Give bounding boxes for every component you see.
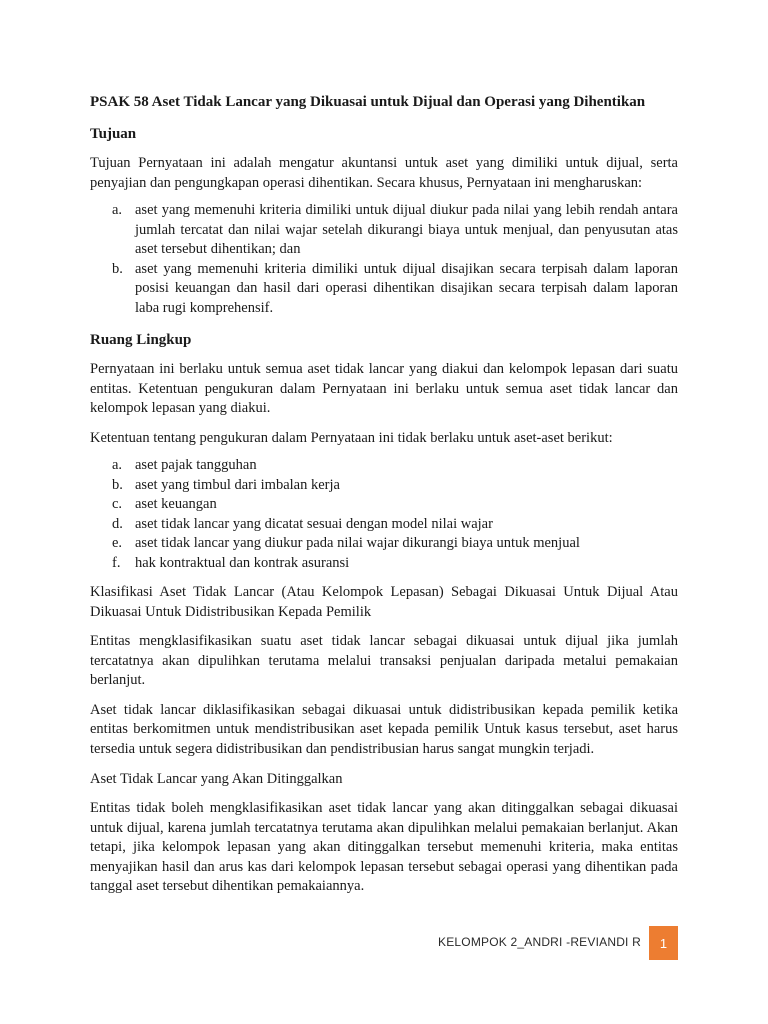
list-item-text: aset yang memenuhi kriteria dimiliki untuk dijual diukur pada nilai yang lebih rendah antara jumlah tercatat dan nilai wajar setelah dikurangi biaya untuk menjual, dan penyusutan atas aset tersebut dihentikan; dan [135, 202, 678, 257]
list-item [90, 476, 678, 496]
list-marker: a. [112, 457, 123, 473]
heading-klasifikasi: Klasifikasi Aset Tidak Lancar (Atau Kelompok Lepasan) Sebagai Dikuasai Untuk Dijual Atau Dikuasai Untuk Didistribusikan Kepada Pemilik [90, 584, 678, 620]
tujuan-list [90, 201, 678, 318]
list-marker: d. [112, 515, 123, 532]
tujuan-intro: Tujuan Pernyataan ini adalah mengatur akuntansi untuk aset yang dimiliki untuk dijual, serta penyajian dan pengungkapan operasi dihentikan. Secara khusus, Pernyataan ini mengharuskan: [90, 155, 678, 191]
ditinggalkan-para: Entitas tidak boleh mengklasifikasikan aset tidak lancar yang akan ditinggalkan sebagai dikuasai untuk dijual, karena jumlah tercatatnya terutama akan dipulihkan melalui pemakaian berlanjut. Akan tetapi, jika kelompok lepasan yang akan ditinggalkan tersebut memenuhi kriteria, maka entitas menyajikan hasil dan arus kas dari kelompok lepasan tersebut sebagai operasi yang dihentikan pada tanggal aset tersebut dihentikan pemakaiannya. [90, 800, 678, 894]
list-item-text: aset tidak lancar yang diukur pada nilai wajar dikurangi biaya untuk menjual [135, 535, 580, 551]
list-marker: a. [112, 202, 123, 218]
list-marker: b. [112, 476, 123, 493]
heading-ruang-lingkup: Ruang Lingkup [90, 332, 192, 348]
list-marker: c. [112, 496, 123, 512]
heading-ditinggalkan: Aset Tidak Lancar yang Akan Ditinggalkan [90, 771, 343, 787]
klasifikasi-para-2: Aset tidak lancar diklasifikasikan sebagai dikuasai untuk didistribusikan kepada pemilik ketika entitas berkomitmen untuk mendistribusikan aset kepada pemilik Untuk kasus tersebut, aset harus tersedia untuk segera didistribusikan dan pendistribusian harus sangat mungkin terjadi. [90, 701, 678, 757]
list-item-text: aset tidak lancar yang dicatat sesuai dengan model nilai wajar [135, 515, 493, 532]
footer-label: KELOMPOK 2_ANDRI -REVIANDI R [438, 935, 641, 949]
page-number-badge: 1 [649, 926, 678, 960]
list-item-text: aset pajak tangguhan [135, 457, 257, 473]
ruang-lingkup-para-1: Pernyataan ini berlaku untuk semua aset tidak lancar yang diakui dan kelompok lepasan dari suatu entitas. Ketentuan pengukuran dalam Pernyataan ini berlaku untuk semua aset tidak lancar dan kelompok lepasan yang diakui. [90, 361, 678, 416]
list-item-text: aset keuangan [135, 496, 217, 512]
list-item-text: aset yang memenuhi kriteria dimiliki untuk dijual disajikan secara terpisah dalam laporan posisi keuangan dan hasil dari operasi dihentikan disajikan secara terpisah dalam laporan laba rugi komprehensif. [135, 260, 678, 316]
list-item-text: hak kontraktual dan kontrak asuransi [135, 554, 350, 571]
ruang-lingkup-list [90, 456, 678, 573]
heading-tujuan: Tujuan [90, 126, 137, 142]
list-item [90, 260, 678, 319]
ruang-lingkup-para-2: Ketentuan tentang pengukuran dalam Pernyataan ini tidak berlaku untuk aset-aset berikut: [90, 429, 613, 446]
document-page [90, 92, 678, 897]
list-marker: b. [112, 260, 123, 277]
list-item [90, 456, 678, 476]
list-item [90, 554, 678, 574]
list-item [90, 534, 678, 554]
list-item [90, 495, 678, 515]
list-item [90, 201, 678, 260]
list-marker: e. [112, 535, 123, 551]
document-title: PSAK 58 Aset Tidak Lancar yang Dikuasai untuk Dijual dan Operasi yang Dihentikan [90, 94, 646, 110]
list-item-text: aset yang timbul dari imbalan kerja [135, 476, 340, 493]
list-marker: f. [112, 554, 121, 571]
klasifikasi-para-1: Entitas mengklasifikasikan suatu aset tidak lancar sebagai dikuasai untuk dijual jika jumlah tercatatnya akan dipulihkan terutama melalui transaksi penjualan daripada metalui pemakaian berlanjut. [90, 633, 678, 688]
list-item [90, 515, 678, 535]
